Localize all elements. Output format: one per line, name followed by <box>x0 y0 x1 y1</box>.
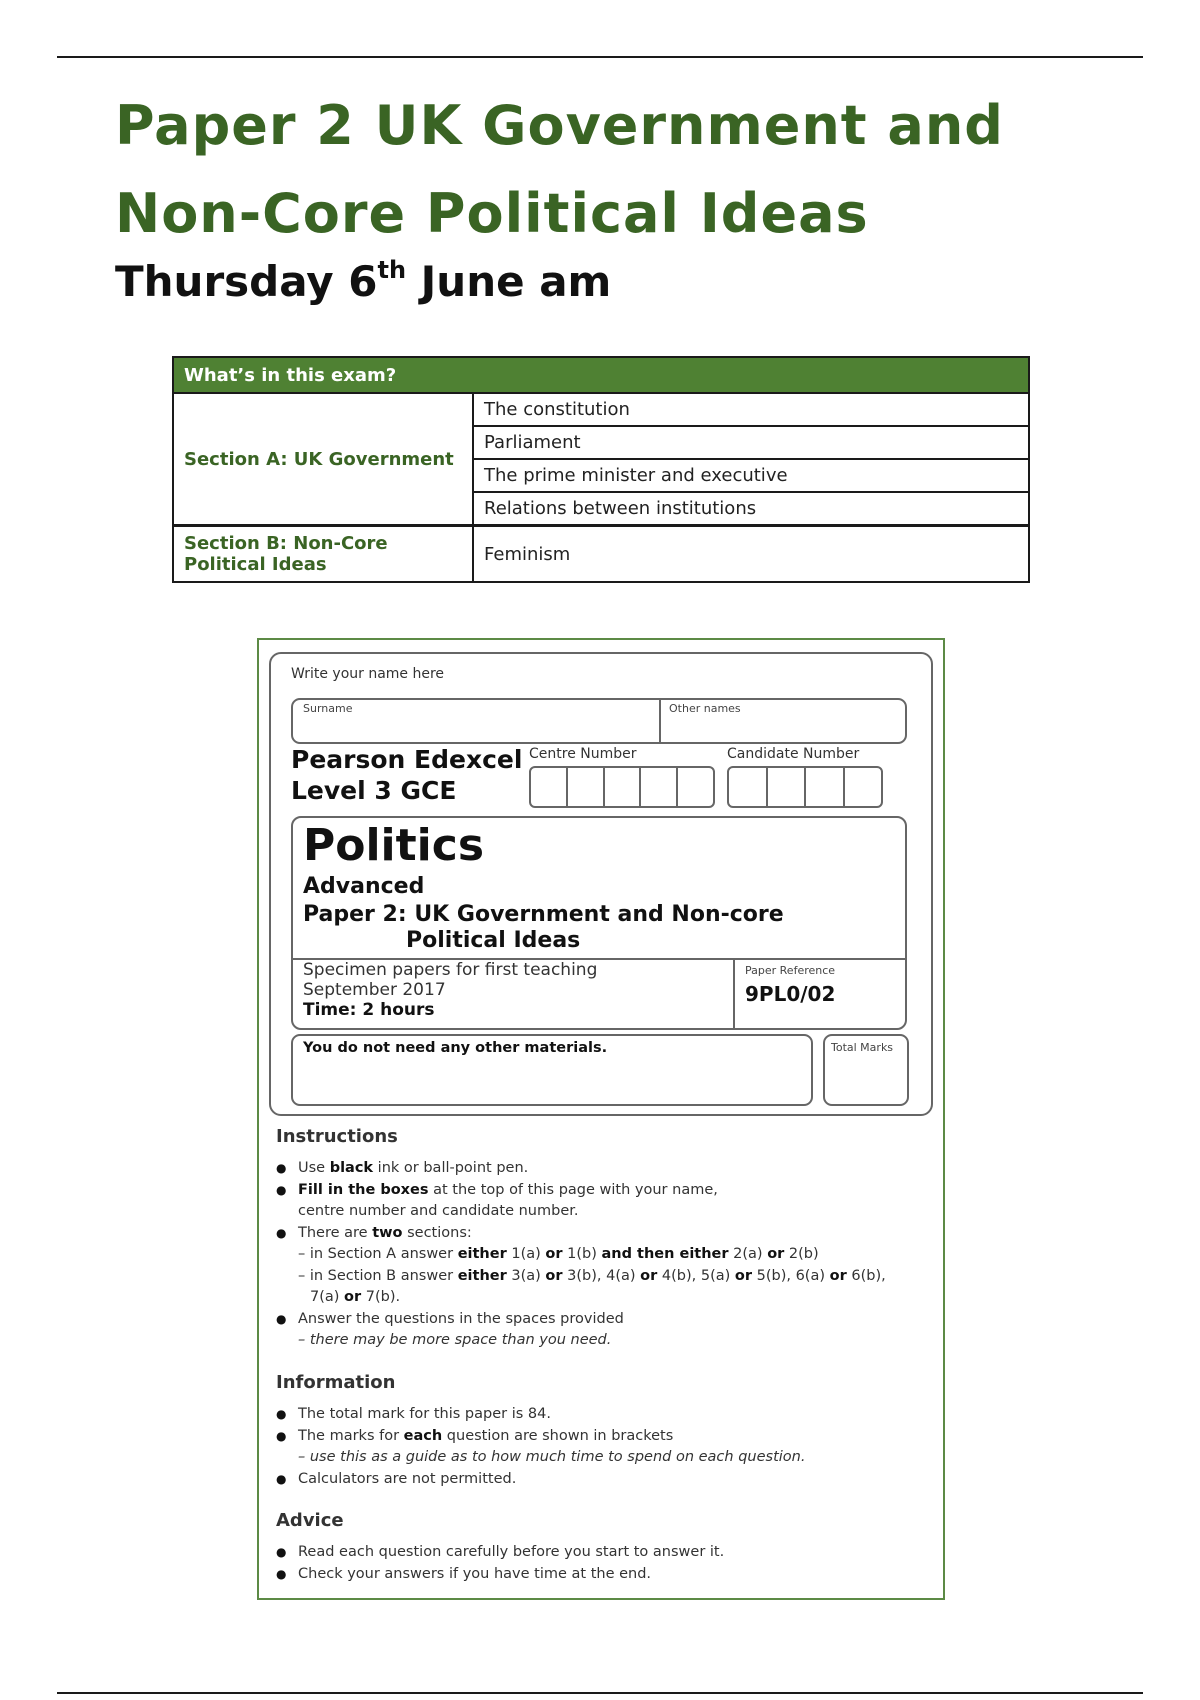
list-item: ● The total mark for this paper is 84. <box>276 1404 926 1426</box>
title-line-1: Paper 2 UK Government and <box>115 94 1004 157</box>
other-names-label: Other names <box>669 702 741 715</box>
list-subitem: – in Section B answer either 3(a) or 3(b), 4(a) or 4(b), 5(a) or 5(b), 6(a) or 6(b), 7(a) or 7(b). <box>298 1267 886 1305</box>
specimen-line-1: Specimen papers for first teaching <box>303 960 598 980</box>
specimen-line-2: September 2017 <box>303 980 446 1000</box>
total-marks-box <box>823 1034 909 1106</box>
time-allowed: Time: 2 hours <box>303 1000 435 1020</box>
total-marks-label: Total Marks <box>831 1041 894 1054</box>
date-suffix: June am <box>406 257 612 306</box>
subject-box <box>291 816 907 1030</box>
instructions-list <box>276 1158 926 1352</box>
candidate-number-label: Candidate Number <box>727 746 860 762</box>
exam-cover-image <box>257 638 945 1600</box>
materials-text: You do not need any other materials. <box>303 1040 608 1056</box>
list-item: ● Answer the questions in the spaces provided – there may be more space than you need. <box>276 1309 926 1352</box>
section-a-label: Section A: UK Government <box>173 393 473 526</box>
topic-cell: The constitution <box>473 393 1029 426</box>
paper-reference-value: 9PL0/02 <box>745 982 836 1006</box>
list-item: ● Read each question carefully before you start to answer it. <box>276 1542 926 1564</box>
information-heading: Information <box>276 1372 396 1393</box>
table-row <box>173 393 1029 426</box>
list-item: ● Fill in the boxes at the top of this page with your name, centre number and candidate number. <box>276 1180 926 1223</box>
bottom-rule <box>57 1692 1143 1694</box>
candidate-number-boxes <box>727 766 883 808</box>
subject-title: Politics <box>303 820 485 871</box>
paper-title-line-2: Political Ideas <box>406 928 581 953</box>
paper-reference-label: Paper Reference <box>745 964 836 977</box>
paper-title-line-1: Paper 2: UK Government and Non-core <box>303 902 784 927</box>
centre-number-boxes <box>529 766 715 808</box>
topic-cell: Parliament <box>473 426 1029 459</box>
information-list <box>276 1404 926 1490</box>
date-prefix: Thursday 6 <box>115 257 378 306</box>
surname-label: Surname <box>303 702 353 715</box>
list-item: ● The marks for each question are shown in brackets – use this as a guide as to how much time to spend on each question. <box>276 1426 926 1469</box>
date-ordinal: th <box>377 256 407 284</box>
materials-box <box>291 1034 813 1106</box>
board-name: Pearson Edexcel <box>291 745 523 774</box>
page-title <box>115 82 1115 258</box>
instructions-heading: Instructions <box>276 1126 398 1147</box>
specimen-info <box>303 960 597 1020</box>
name-field <box>291 698 907 744</box>
advice-heading: Advice <box>276 1510 344 1531</box>
topic-cell: Relations between institutions <box>473 492 1029 526</box>
title-line-2: Non-Core Political Ideas <box>115 182 869 245</box>
list-subitem: – in Section A answer either 1(a) or 1(b) and then either 2(a) or 2(b) <box>298 1246 819 1262</box>
write-name-label: Write your name here <box>291 666 445 682</box>
section-b-label: Section B: Non-Core Political Ideas <box>173 526 473 583</box>
exam-board <box>291 744 522 806</box>
level-label: Advanced <box>303 874 425 899</box>
overview-heading: What’s in this exam? <box>173 357 1029 393</box>
centre-number-label: Centre Number <box>529 746 637 762</box>
table-row <box>173 526 1029 583</box>
qualification-level: Level 3 GCE <box>291 776 457 805</box>
top-rule <box>57 56 1143 58</box>
topic-cell: The prime minister and executive <box>473 459 1029 492</box>
list-item: ● Calculators are not permitted. <box>276 1469 926 1491</box>
exam-date <box>115 256 611 306</box>
topic-cell: Feminism <box>473 526 1029 583</box>
list-item: ● Use black ink or ball-point pen. <box>276 1158 926 1180</box>
list-item: ● There are two sections: <box>276 1223 926 1245</box>
exam-overview-table <box>172 356 1030 583</box>
cover-header-frame <box>269 652 933 1116</box>
list-item: ● Check your answers if you have time at the end. <box>276 1564 926 1586</box>
advice-list <box>276 1542 926 1585</box>
